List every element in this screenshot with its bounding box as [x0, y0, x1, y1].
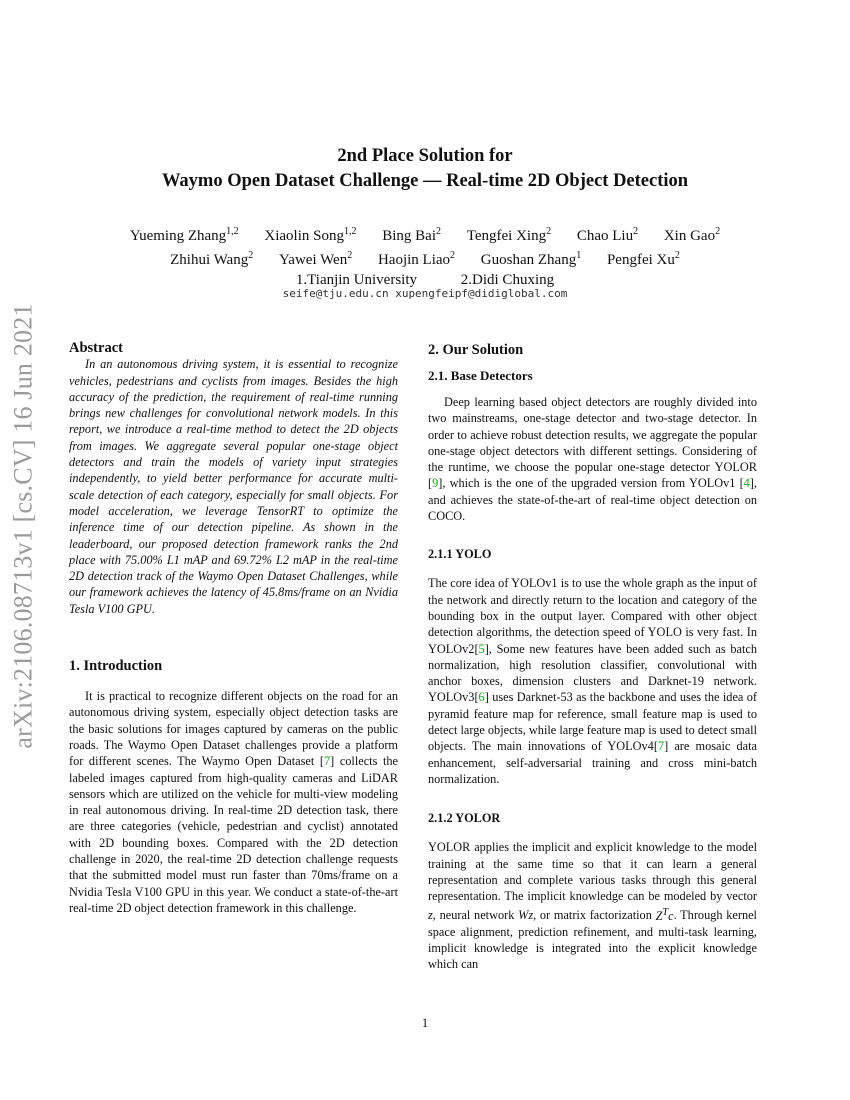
- math-zt: $Z^Tc$: [655, 906, 674, 923]
- solution-heading: 2. Our Solution: [428, 342, 524, 358]
- base-detectors-paragraph: Deep learning based object detectors are roughly divided into two mainstreams, one-stage detector and two-stage detector. In order to achieve robust detection results, we aggregate the popular one-stage object detectors with different settings. Considering of the runtime, we choose the popular one-stage detector YOLOR [9], which is the one of the upgraded version from YOLOv1 [4], and achieves the state-of-the-art of real-time object detection on COCO.: [428, 395, 757, 524]
- paper-title: [0, 144, 850, 194]
- citation-link[interactable]: 6: [478, 690, 485, 705]
- citation-link[interactable]: 7: [323, 754, 331, 769]
- yolo-paragraph: The core idea of YOLOv1 is to use the whole graph as the input of the network and directly return to the location and category of the bounding box in the output layer. Compared with other object detection algorithms, the detection speed of YOLO is very fast. In YOLOv2[5], Some new features have been added such as batch normalization, high resolution classifier, convolutional with anchor boxes, dimension clusters and Darknet-19 network. YOLOv3[6] uses Darknet-53 as the backbone and uses the idea of pyramid feature map for reference, small feature map is used to detect large objects, while large feature map is used to detect small objects. The main innovations of YOLOv4[7] are mosaic data enhancement, self-adversarial training and cross mini-batch normalization.: [428, 576, 758, 786]
- author: Xiaolin Song$^{1,2}$: [264, 226, 357, 244]
- citation-link[interactable]: 9: [432, 476, 439, 491]
- left-column: [69, 340, 398, 916]
- title-line-2: Waymo Open Dataset Challenge — Real-time 2D Object Detection: [161, 171, 689, 191]
- author: Zhihui Wang$^2$: [170, 250, 254, 268]
- intro-paragraph: It is practical to recognize different objects on the road for an autonomous driving system, especially object detection tasks are the basic solutions for images captured by cameras on the public roads. The Waymo Open Dataset challenges provide a platform for different scenes. The Waymo Open Dataset [7] collects the labeled images captured from high-quality cameras and LiDAR sensors which are utilized on the vehicle for multi-view modeling in real autonomous driving. In real-time 2D detection task, there are three categories (vehicle, pedestrian and cyclist) annotated with 2D bounding boxes. Compared with the 2D detection challenge in 2020, the real-time 2D detection challenge requests that the submitted model must run faster than 70ms/frame on a Nvidia Tesla V100 GPU in this year. We conduct a state-of-the-art real-time 2D object detection framework in this challenge.: [69, 689, 398, 915]
- math-z: z: [428, 908, 433, 923]
- author: Pengfei Xu$^2$: [606, 250, 680, 268]
- author: Chao Liu$^2$: [576, 226, 639, 244]
- yolo-heading: 2.1.1 YOLO: [428, 547, 492, 562]
- math-wz: Wz: [518, 908, 534, 923]
- arxiv-stamp-text: arXiv:2106.08713v1 [cs.CV] 16 Jun 2021: [9, 303, 39, 749]
- author: Yawei Wen$^2$: [278, 250, 353, 268]
- yolor-heading: 2.1.2 YOLOR: [428, 811, 501, 826]
- page-number: 1: [421, 1016, 429, 1030]
- affiliation: 2.Didi Chuxing: [460, 272, 555, 288]
- citation-link[interactable]: 5: [478, 641, 485, 656]
- right-column: [428, 340, 757, 973]
- title-line-1: 2nd Place Solution for: [337, 146, 513, 166]
- author-line-2: [0, 246, 850, 270]
- abstract-text: In an autonomous driving system, it is essential to recognize vehicles, pedestrians and cyclists from images. Besides the high accuracy of the prediction, the requirement of real-time running brings new challenges for convolutional network models. In this report, we introduce a real-time method to detect the 2D objects from images. We aggregate several popular one-stage object detectors and train the models of variety input strategies independently, to yield better performance for accurate multi-scale detection of each category, especially for small objects. For model acceleration, we leverage TensorRT to optimize the inference time of our detection pipeline. As shown in the leaderboard, our proposed detection framework ranks the 2nd place with 75.00% L1 mAP and 69.72% L2 mAP in the real-time 2D detection track of the Waymo Open Dataset Challenges, while our framework achieves the latency of 45.8ms/frame on an Nvidia Tesla V100 GPU.: [69, 357, 398, 616]
- citation-link[interactable]: 7: [657, 739, 665, 754]
- author: Haojin Liao$^2$: [377, 250, 456, 268]
- author: Bing Bai$^2$: [382, 226, 441, 244]
- citation-link[interactable]: 4: [743, 476, 750, 491]
- author: Yueming Zhang$^{1,2}$: [129, 226, 239, 244]
- author-line-1: [0, 222, 850, 246]
- base-detectors-heading: 2.1. Base Detectors: [428, 368, 533, 383]
- abstract-heading: Abstract: [69, 340, 123, 356]
- affiliation: 1.Tianjin University: [295, 272, 418, 288]
- author: Xin Gao$^2$: [663, 226, 721, 244]
- arxiv-stamp: [2, 296, 46, 756]
- author-block: [0, 222, 850, 290]
- intro-heading: 1. Introduction: [69, 658, 163, 675]
- author: Tengfei Xing$^2$: [466, 226, 552, 244]
- author-emails: seife@tju.edu.cn xupengfeipf@didiglobal.com: [282, 287, 568, 300]
- yolor-paragraph: YOLOR applies the implicit and explicit knowledge to the model training at the same time so that it can learn a general representation and complete various tasks through this general representation. The implicit knowledge can be modeled by vector z, neural network Wz, or matrix factorization $Z^Tc$. Through kernel space alignment, prediction refinement, and multi-task learning, implicit knowledge is integrated into the explicit knowledge which can: [428, 840, 757, 972]
- author: Guoshan Zhang$^1$: [480, 250, 582, 268]
